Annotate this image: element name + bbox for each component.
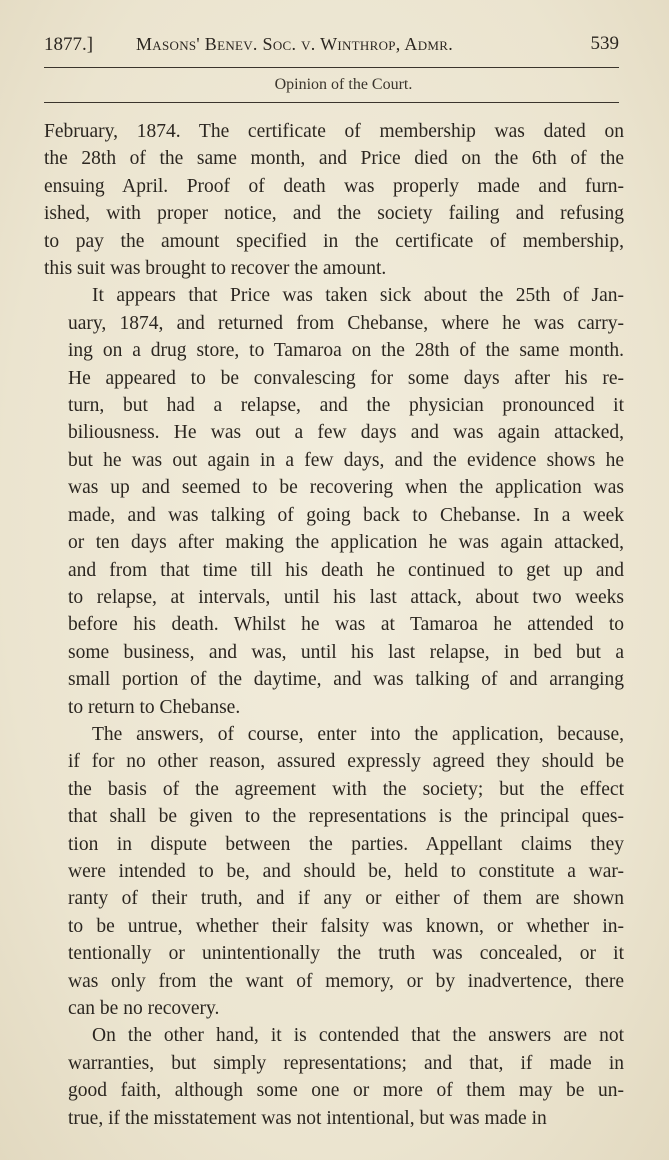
section-subheading: Opinion of the Court. bbox=[274, 76, 413, 93]
text-line: to return to Chebanse. bbox=[68, 696, 241, 718]
text-line: if for no other reason, assured expressly agreed they should be bbox=[68, 751, 624, 773]
text-line: and from that time till his death he continued to get up and bbox=[68, 559, 624, 581]
text-line: but he was out again in a few days, and the evidence shows he bbox=[68, 449, 624, 471]
text-line: the basis of the agreement with the society; but the effect bbox=[68, 778, 624, 800]
text-line: to be untrue, whether their falsity was known, or whether in- bbox=[68, 915, 624, 937]
text-line: uary, 1874, and returned from Chebanse, where he was carry- bbox=[68, 312, 624, 334]
text-line: true, if the misstatement was not intentional, but was made in bbox=[68, 1107, 547, 1129]
text-line: tentionally or unintentionally the truth was concealed, or it bbox=[68, 943, 624, 965]
paragraph bbox=[44, 282, 624, 721]
paragraph bbox=[44, 721, 624, 1022]
header-rule-bottom bbox=[44, 102, 619, 103]
text-line: ing on a drug store, to Tamaroa on the 28th of the same month. bbox=[68, 340, 624, 362]
text-line: can be no recovery. bbox=[68, 998, 220, 1019]
text-line: The answers, of course, enter into the application, because, bbox=[92, 723, 624, 745]
text-line: or ten days after making the application he was again attacked, bbox=[68, 532, 624, 554]
text-line: ranty of their truth, and if any or either of them are shown bbox=[68, 888, 624, 910]
opinion-body bbox=[44, 118, 624, 1132]
text-line: before his death. Whilst he was at Tamaroa he attended to bbox=[68, 614, 624, 636]
text-line: good faith, although some one or more of them may be un- bbox=[68, 1080, 624, 1102]
text-line: made, and was talking of going back to Chebanse. In a week bbox=[68, 504, 624, 526]
running-head bbox=[44, 34, 619, 60]
case-title: Masons' Benev. Soc. v. Winthrop, Admr. bbox=[136, 34, 454, 54]
text-line: this suit was brought to recover the amount. bbox=[44, 258, 387, 280]
text-line: biliousness. He was out a few days and was again attacked, bbox=[68, 422, 624, 444]
text-line: small portion of the daytime, and was talking of and arranging bbox=[68, 669, 624, 691]
text-line: ensuing April. Proof of death was properly made and furn- bbox=[44, 175, 624, 197]
text-line: He appeared to be convalescing for some days after his re- bbox=[68, 367, 624, 389]
text-line: were intended to be, and should be, held to constitute a war- bbox=[68, 860, 624, 882]
paragraph bbox=[44, 118, 624, 282]
page-number: 539 bbox=[590, 33, 619, 54]
header-rule-top bbox=[44, 67, 619, 68]
text-line: some business, and was, until his last relapse, in bed but a bbox=[68, 641, 624, 663]
text-line: warranties, but simply representations; and that, if made in bbox=[68, 1052, 624, 1074]
text-line: On the other hand, it is contended that the answers are not bbox=[92, 1025, 624, 1047]
text-line: to relapse, at intervals, until his last attack, about two weeks bbox=[68, 586, 624, 608]
text-line: It appears that Price was taken sick about the 25th of Jan- bbox=[92, 285, 624, 307]
paragraph bbox=[44, 1022, 624, 1132]
text-line: that shall be given to the representations is the principal ques- bbox=[68, 806, 624, 828]
text-line: was only from the want of memory, or by inadvertence, there bbox=[68, 970, 624, 992]
text-line: the 28th of the same month, and Price died on the 6th of the bbox=[44, 148, 624, 170]
text-line: to pay the amount specified in the certificate of membership, bbox=[44, 230, 624, 252]
text-line: turn, but had a relapse, and the physician pronounced it bbox=[68, 395, 624, 417]
text-line: ished, with proper notice, and the society failing and refusing bbox=[44, 203, 624, 225]
volume-page-ref: 1877.] bbox=[44, 34, 94, 55]
text-line: tion in dispute between the parties. Appellant claims they bbox=[68, 833, 624, 855]
text-line: February, 1874. The certificate of membership was dated on bbox=[44, 121, 624, 142]
text-line: was up and seemed to be recovering when the application was bbox=[68, 477, 624, 499]
